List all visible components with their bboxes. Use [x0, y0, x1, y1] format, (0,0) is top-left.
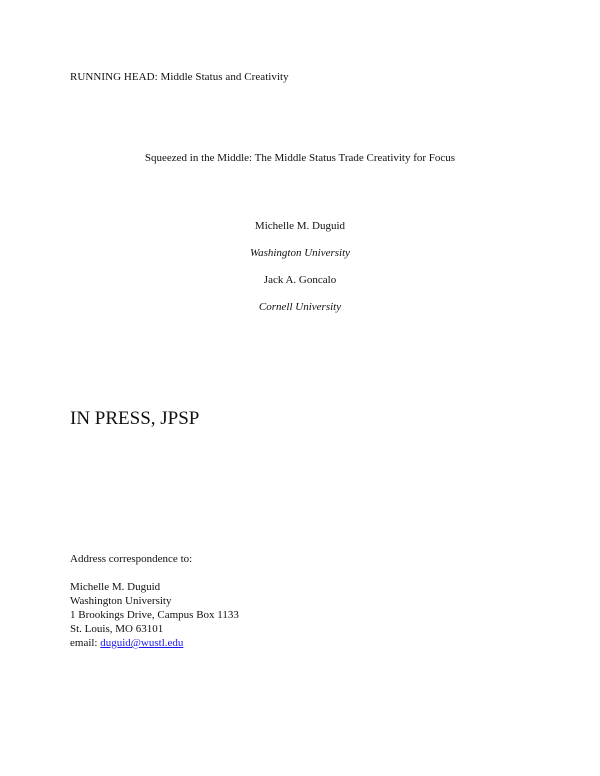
correspondence-address — [70, 580, 239, 650]
correspondence-city: St. Louis, MO 63101 — [70, 623, 164, 635]
correspondence-email-line — [70, 636, 239, 650]
correspondence-label: Address correspondence to: — [70, 553, 193, 565]
running-head: RUNNING HEAD: Middle Status and Creativity — [70, 71, 289, 83]
author-affiliation-2: Cornell University — [258, 301, 342, 313]
author-name-1: Michelle M. Duguid — [254, 220, 346, 232]
email-link[interactable]: duguid@wustl.edu — [100, 637, 184, 649]
correspondence-name: Michelle M. Duguid — [70, 581, 161, 593]
email-label: email: — [70, 637, 98, 649]
author-name-2: Jack A. Goncalo — [263, 274, 337, 286]
correspondence-institution: Washington University — [70, 595, 172, 607]
correspondence-street: 1 Brookings Drive, Campus Box 1133 — [70, 609, 239, 621]
press-notice: IN PRESS, JPSP — [70, 408, 200, 429]
paper-title: Squeezed in the Middle: The Middle Status Trade Creativity for Focus — [144, 152, 456, 164]
author-affiliation-1: Washington University — [249, 247, 351, 259]
